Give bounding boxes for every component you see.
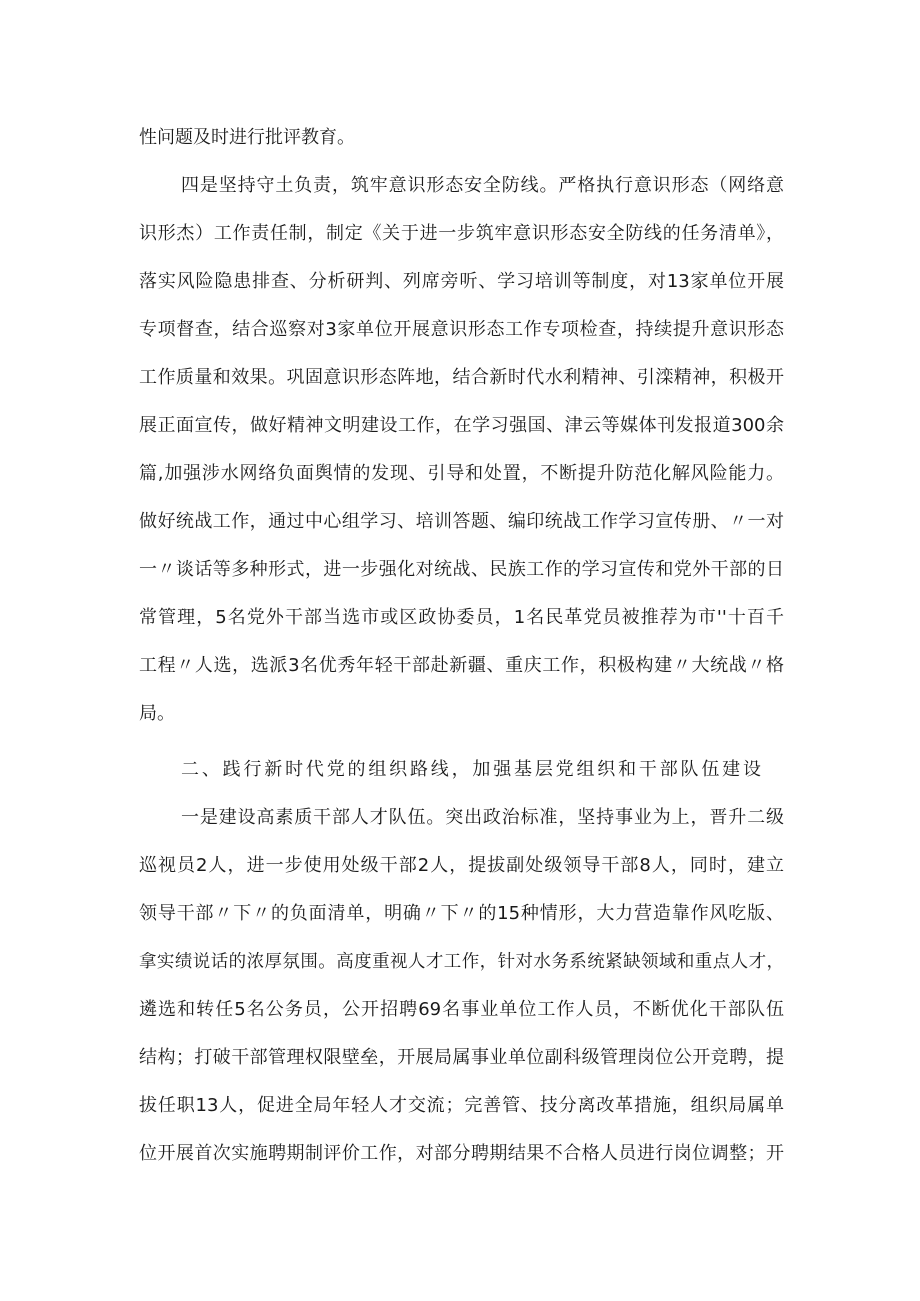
paragraph-line: 巡视员2人，进一步使用处级干部2人，提拔副处级领导干部8人，同时，建立 [139,855,784,876]
paragraph-line: 展正面宣传，做好精神文明建设工作，在学习强国、津云等媒体刊发报道300余 [139,415,784,436]
paragraph-line: 拔任职13人，促进全局年轻人才交流；完善管、技分离改革措施，组织局属单 [139,1095,784,1116]
paragraph-line: 专项督查，结合巡察对3家单位开展意识形态工作专项检查，持续提升意识形态 [139,319,784,340]
paragraph-line: 性问题及时进行批评教育。 [139,127,355,148]
paragraph-line: 落实风险隐患排查、分析研判、列席旁听、学习培训等制度，对13家单位开展 [139,271,784,292]
paragraph-line: 做好统战工作，通过中心组学习、培训答题、编印统战工作学习宣传册、〃一对 [139,511,784,532]
paragraph-line: 工程〃人选，选派3名优秀年轻干部赴新疆、重庆工作，积极构建〃大统战〃格 [139,655,784,676]
paragraph-line: 位开展首次实施聘期制评价工作，对部分聘期结果不合格人员进行岗位调整；开 [139,1143,784,1164]
paragraph-line: 四是坚持守土负责，筑牢意识形态安全防线。严格执行意识形态（网络意 [181,175,784,196]
paragraph-line: 结构；打破干部管理权限壁垒，开展局属事业单位副科级管理岗位公开竞聘，提 [139,1047,784,1068]
paragraph-line: 一是建设高素质干部人才队伍。突出政治标准，坚持事业为上，晋升二级 [181,807,784,828]
paragraph-line: 篇,加强涉水网络负面舆情的发现、引导和处置，不断提升防范化解风险能力。 [139,463,784,484]
paragraph-line: 识形杰）工作责任制，制定《关于进一步筑牢意识形态安全防线的任务清单》， [139,223,784,244]
section-heading: 二、践行新时代党的组织路线，加强基层党组织和干部队伍建设 [181,759,761,780]
paragraph-line: 遴选和转任5名公务员，公开招聘69名事业单位工作人员，不断优化干部队伍 [139,999,784,1020]
paragraph-line: 一〃谈话等多种形式，进一步强化对统战、民族工作的学习宣传和党外干部的日 [139,559,784,580]
paragraph-line: 领导干部〃下〃的负面清单，明确〃下〃的15种情形，大力营造靠作风吃版、 [139,903,784,924]
paragraph-line: 工作质量和效果。巩固意识形态阵地，结合新时代水利精神、引滦精神，积极开 [139,367,784,388]
paragraph-line: 局。 [139,703,175,724]
paragraph-line: 拿实绩说话的浓厚氛围。高度重视人才工作，针对水务系统紧缺领域和重点人才， [139,952,784,972]
paragraph-line: 常管理，5名党外干部当选市或区政协委员，1名民革党员被推荐为市''十百千 [139,607,784,628]
